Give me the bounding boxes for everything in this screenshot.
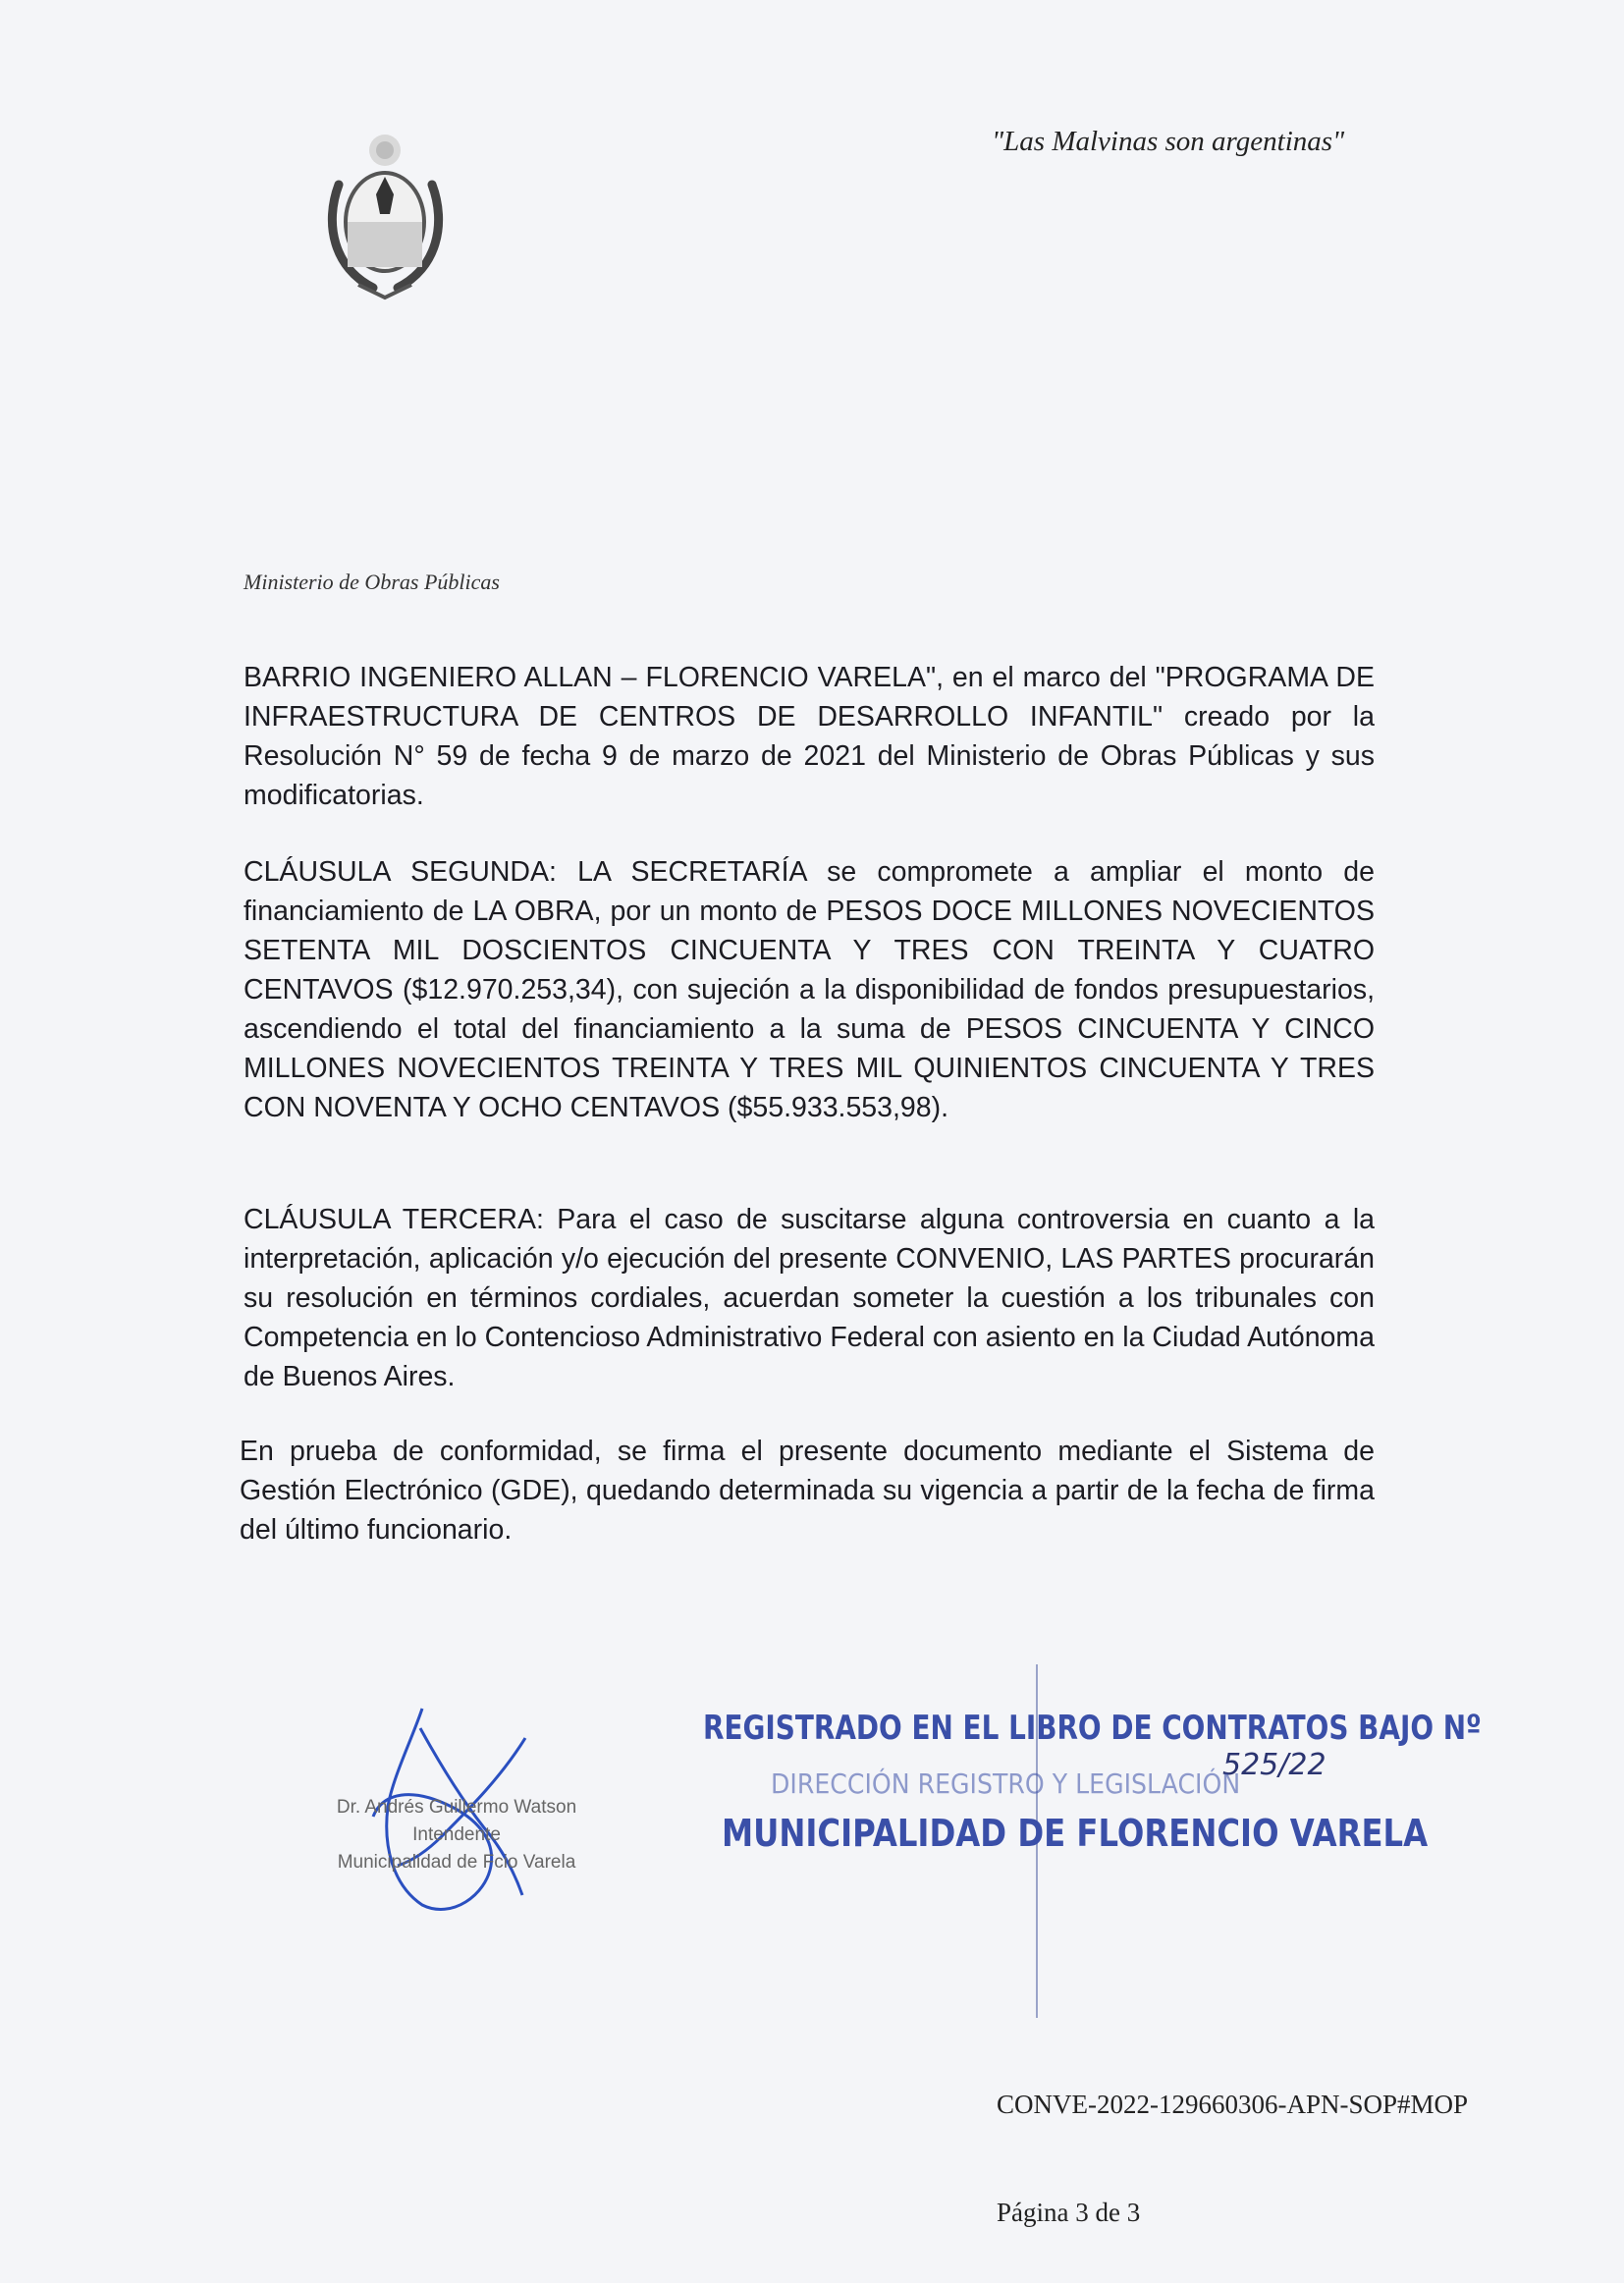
national-coat-of-arms-icon <box>319 116 452 302</box>
signature-block <box>295 1699 619 1934</box>
paragraph-clausula-segunda: CLÁUSULA SEGUNDA: LA SECRETARÍA se compromete a ampliar el monto de financiamiento de LA OBRA, por un monto de PESOS DOCE MILLONES NOVECIENTOS SETENTA MIL DOSCIENTOS CINCUENTA Y TRES CON TREINTA Y CUATRO CENTAVOS ($12.970.253,34), con sujeción a la disponibilidad de fondos presupuestarios, ascendiendo el total del financiamiento a la suma de PESOS CINCUENTA Y CINCO MILLONES NOVECIENTOS TREINTA Y TRES MIL QUINIENTOS CINCUENTA Y TRES CON NOVENTA Y OCHO CENTAVOS ($55.933.553,98). <box>244 856 1375 1123</box>
header-motto: "Las Malvinas son argentinas" <box>992 126 1345 157</box>
signature-org: Municipalidad de Fcio Varela <box>337 1852 576 1873</box>
stamp-registration-number: 525/22 <box>1222 1748 1326 1782</box>
document-id: CONVE-2022-129660306-APN-SOP#MOP <box>997 2090 1469 2119</box>
paragraph-conformidad: En prueba de conformidad, se firma el presente documento mediante el Sistema de Gestión Electrónico (GDE), quedando determinada su vigencia a partir de la fecha de firma del último funcionario. <box>240 1436 1375 1546</box>
signature-name: Dr. Andrés Guillermo Watson <box>336 1797 577 1818</box>
registration-stamp <box>697 1709 1482 1885</box>
signature-role: Intendente <box>412 1824 501 1845</box>
stamp-line-3: MUNICIPALIDAD DE FLORENCIO VARELA <box>722 1812 1429 1855</box>
page-number: Página 3 de 3 <box>997 2198 1141 2227</box>
stamp-line-2: DIRECCIÓN REGISTRO Y LEGISLACIÓN <box>771 1767 1241 1800</box>
paragraph-intro: BARRIO INGENIERO ALLAN – FLORENCIO VARELA", en el marco del "PROGRAMA DE INFRAESTRUCTURA DE CENTROS DE DESARROLLO INFANTIL" creado por la Resolución N° 59 de fecha 9 de marzo de 2021 del Ministerio de Obras Públicas y sus modificatorias. <box>244 662 1375 811</box>
paragraph-clausula-tercera: CLÁUSULA TERCERA: Para el caso de suscitarse alguna controversia en cuanto a la interpretación, aplicación y/o ejecución del presente CONVENIO, LAS PARTES procurarán su resolución en términos cordiales, acuerdan someter la cuestión a los tribunales con Competencia en lo Contencioso Administrativo Federal con asiento en la Ciudad Autónoma de Buenos Aires. <box>244 1204 1375 1392</box>
ministry-name: Ministerio de Obras Públicas <box>244 570 500 594</box>
stamp-line-1: REGISTRADO EN EL LIBRO DE CONTRATOS BAJO Nº <box>703 1709 1482 1748</box>
